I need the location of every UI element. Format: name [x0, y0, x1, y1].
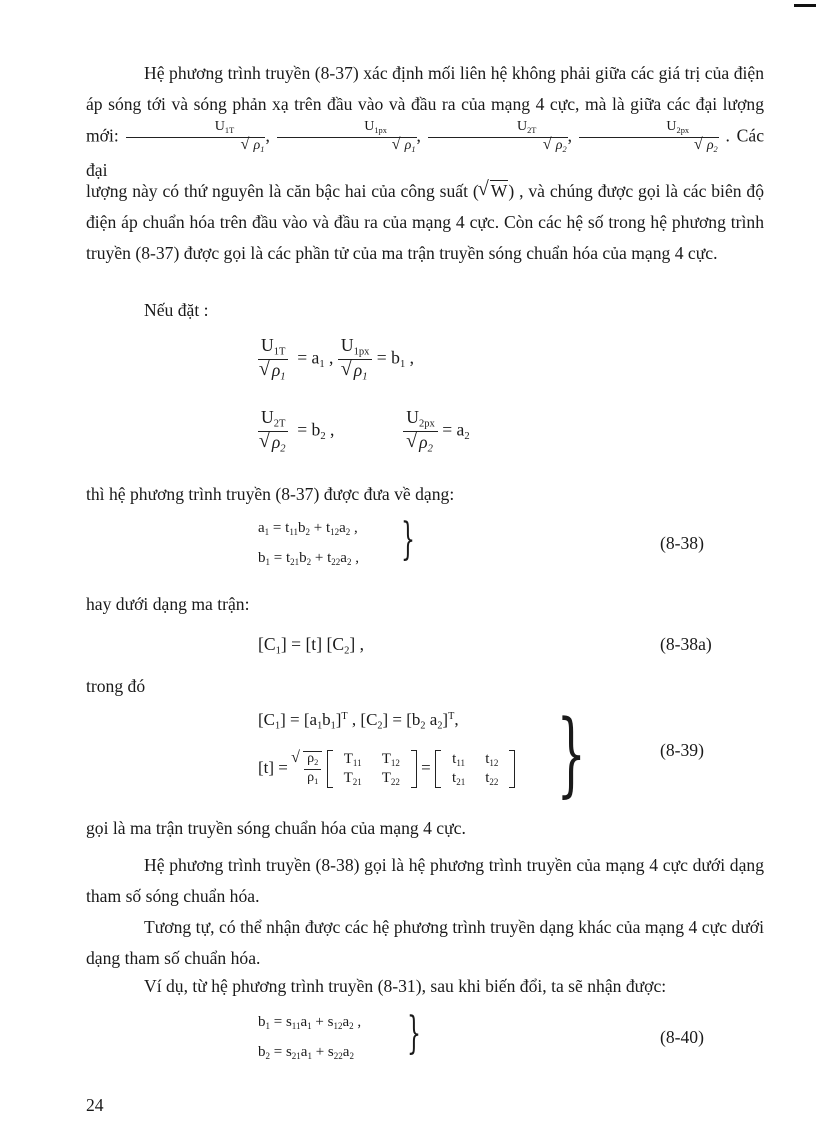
fraction-u2t: $U_{2T}$ √ $\rho_2$ [428, 120, 568, 155]
equation-number-8-38: (8-38) [660, 533, 704, 553]
paragraph-1: Hệ phương trình truyền (8-37) xác định mối liên hệ không phải giữa các giá trị của điện áp sóng tới và sóng phản xạ trên đầu vào và đầu ra của mạng 4 cực, mà là giữa các đại lượng mới: $U_{1T}$ √ $\rho_1$ , $U_{1px}$ √ $\rho_1$ , $U_{2T}$ √ $\rho_2$ , $U_{2px}$ √ $\rho_2$ . Các đại [86, 58, 764, 186]
paragraph-5: hay dưới dạng ma trận: [86, 594, 250, 614]
paragraph-4: thì hệ phương trình truyền (8-37) được đưa về dạng: [86, 484, 455, 504]
sqrt-w: √ W [479, 176, 509, 207]
brace: } [401, 514, 415, 565]
brace: } [556, 700, 586, 807]
paragraph-6: trong đó [86, 676, 146, 696]
fraction-u2px: $U_{2px}$ √ $\rho_2$ [579, 120, 719, 155]
page-number: 24 [86, 1095, 104, 1115]
paragraph-8: Hệ phương trình truyền (8-38) gọi là hệ phương trình truyền của mạng 4 cực dưới dạng tham số sóng chuẩn hóa. [86, 855, 764, 906]
fraction-u1px: $U_{1px}$ √ $\rho_1$ [277, 120, 417, 155]
corner-mark [794, 4, 816, 7]
paragraph-2: lượng này có thứ nguyên là căn bậc hai của công suất (√ W) , và chúng được gọi là các biên độ điện áp chuẩn hóa trên đầu vào và đầu ra của mạng 4 cực. Còn các hệ số trong hệ phương trình truyền (8-37) được gọi là các phần tử của ma trận truyền sóng chuẩn hóa của mạng 4 cực. [86, 176, 764, 269]
equation-8-38-line1: $a_1 = t_{11}b_2 + t_{12}a_2$ , [258, 520, 358, 538]
equation-number-8-38a: (8-38a) [660, 634, 712, 654]
definition-a1-b1: $U_{1T}$ √ $\rho_1$ = $a_1$ , $U_{1px}$ √ $\rho_1$ = $b_1$ , [258, 336, 414, 383]
equation-8-40-line2: $b_2 = s_{21}a_1 + s_{22}a_2$ [258, 1044, 354, 1062]
equation-8-38a: $[C_1] = [t]$ $[C_2]$ , [258, 634, 364, 657]
equation-number-8-39: (8-39) [660, 740, 704, 760]
equation-8-38-line2: $b_1 = t_{21}b_2 + t_{22}a_2$ , [258, 550, 359, 568]
paragraph-9: Tương tự, có thể nhận được các hệ phương trình truyền dạng khác của mạng 4 cực dưới dạng tham số chuẩn hóa. [86, 917, 764, 968]
equation-8-39-line2: [t] = √ $\frac{\rho_2}{\rho_1}$ $T_{11}$ $T_{12}$ $T_{21}$ $T_{22}$ = $t_{11}$ $t_{12}$ $t_{21}$ $t_{22}$ [258, 750, 515, 788]
paragraph-7: gọi là ma trận truyền sóng chuẩn hóa của mạng 4 cực. [86, 818, 466, 838]
fraction-u1t: $U_{1T}$ √ $\rho_1$ [126, 120, 266, 155]
equation-8-39-line1: $[C_1] = [a_1b_1]^T$ , $[C_2] = [b_2$ $a_2]^T$, [258, 710, 459, 732]
equation-number-8-40: (8-40) [660, 1027, 704, 1047]
brace: } [407, 1008, 421, 1059]
paragraph-10: Ví dụ, từ hệ phương trình truyền (8-31), sau khi biến đổi, ta sẽ nhận được: [144, 976, 667, 996]
equation-8-40-line1: $b_1 = s_{11}a_1 + s_{12}a_2$ , [258, 1014, 362, 1032]
definition-b2-a2: $U_{2T}$ √ $\rho_2$ = $b_2$ , $U_{2px}$ √ $\rho_2$ = $a_2$ [258, 408, 470, 455]
paragraph-3: Nếu đặt : [144, 300, 209, 320]
